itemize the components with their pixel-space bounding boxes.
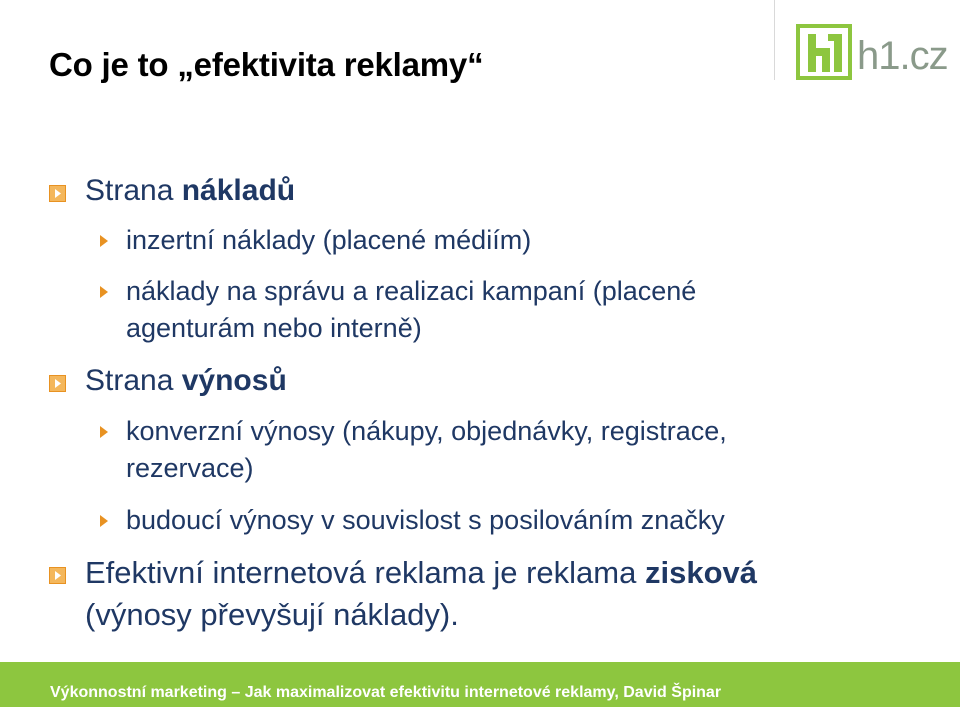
bullet-strana-vynosu: [85, 364, 287, 398]
logo-text: h1.cz: [857, 34, 948, 78]
sub-bullet-naklady-spravu-line2: agenturám nebo interně): [126, 313, 422, 343]
bullet-emphasis: výnosů: [181, 364, 287, 397]
orange-triangle-icon: [99, 425, 109, 439]
orange-square-arrow-icon: [49, 567, 66, 584]
bullet-text: Efektivní internetová reklama je reklama: [85, 555, 645, 590]
sub-bullet-konverzni-vynosy-line1: konverzní výnosy (nákupy, objednávky, registrace,: [126, 416, 727, 446]
sub-bullet-konverzni-vynosy-line2: rezervace): [126, 453, 254, 483]
orange-triangle-icon: [99, 234, 109, 248]
orange-square-arrow-icon: [49, 185, 66, 202]
footer-text: Výkonnostní marketing – Jak maximalizovat efektivitu internetové reklamy, David Špinar: [50, 684, 722, 701]
bullet-efektivni-reklama-line2: (výnosy převyšují náklady).: [85, 597, 459, 632]
orange-square-arrow-icon: [49, 375, 66, 392]
bullet-emphasis: zisková: [644, 555, 757, 590]
bullet-text: Strana: [85, 174, 182, 207]
bullet-strana-nakladu: [85, 174, 295, 208]
slide-title: Co je to „efektivita reklamy“: [49, 46, 484, 83]
orange-triangle-icon: [99, 285, 109, 299]
bullet-text: Strana: [85, 364, 182, 397]
sub-bullet-inzertni-naklady: inzertní náklady (placené médiím): [126, 225, 532, 255]
sub-bullet-naklady-spravu-line1: náklady na správu a realizaci kampaní (placené: [126, 276, 697, 306]
bullet-emphasis: nákladů: [181, 174, 296, 207]
orange-triangle-icon: [99, 514, 109, 528]
bullet-efektivni-reklama-line1: [85, 555, 757, 591]
sub-bullet-budouci-vynosy: budoucí výnosy v souvislost s posilováním značky: [126, 505, 725, 535]
